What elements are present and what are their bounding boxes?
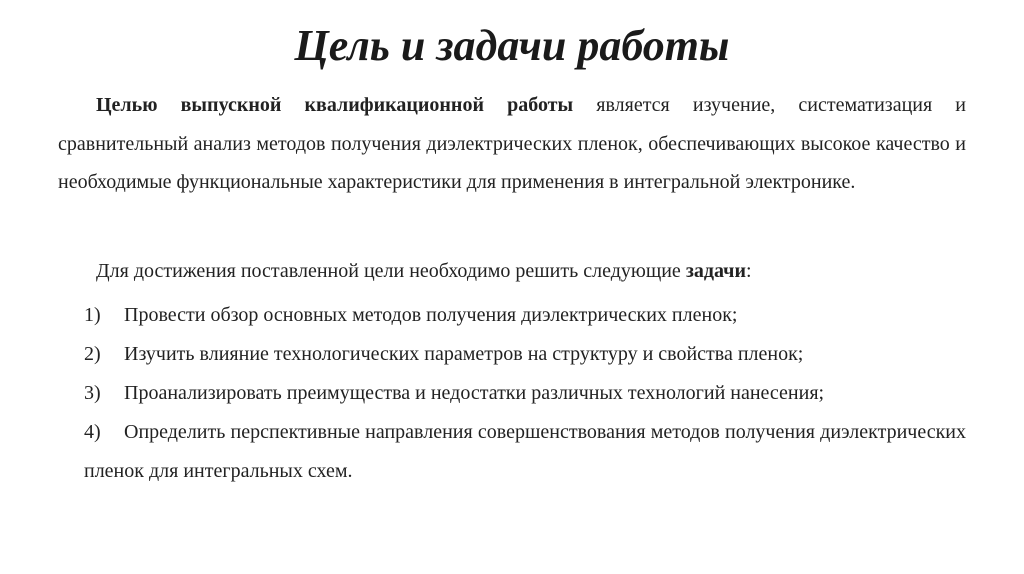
goal-lead-bold: Целью выпускной квалификационной работы: [96, 94, 574, 116]
tasks-intro-text: Для достижения поставленной цели необходимо решить следующие: [96, 260, 686, 282]
list-item: [84, 296, 966, 335]
list-item-text: Определить перспективные направления совершенствования методов получения диэлектрических пленок для интегральных схем.: [84, 421, 966, 482]
list-item-number: 3): [84, 382, 101, 404]
list-item: [84, 413, 966, 490]
list-item-number: 4): [84, 421, 101, 443]
tasks-intro-paragraph: [58, 252, 966, 290]
tasks-intro-suffix: :: [745, 260, 752, 282]
slide-title: Цель и задачи работы: [294, 21, 730, 70]
task-list: [84, 296, 966, 491]
list-item-text: Провести обзор основных методов получения диэлектрических пленок;: [124, 304, 738, 326]
list-item-text: Проанализировать преимущества и недостатки различных технологий нанесения;: [124, 382, 825, 404]
list-item-number: 1): [84, 304, 101, 326]
list-item-text: Изучить влияние технологических параметров на структуру и свойства пленок;: [124, 343, 804, 365]
tasks-intro-bold: задачи: [685, 260, 746, 282]
goal-text: является изучение, систематизация и сравнительный анализ методов получения диэлектрических пленок, обеспечивающих высокое качество и необходимые функциональные характеристики для применения в интегральной электронике.: [58, 94, 967, 193]
list-item: [84, 374, 966, 413]
goal-paragraph: [58, 86, 966, 202]
list-item: [84, 335, 966, 374]
list-item-number: 2): [84, 343, 101, 365]
